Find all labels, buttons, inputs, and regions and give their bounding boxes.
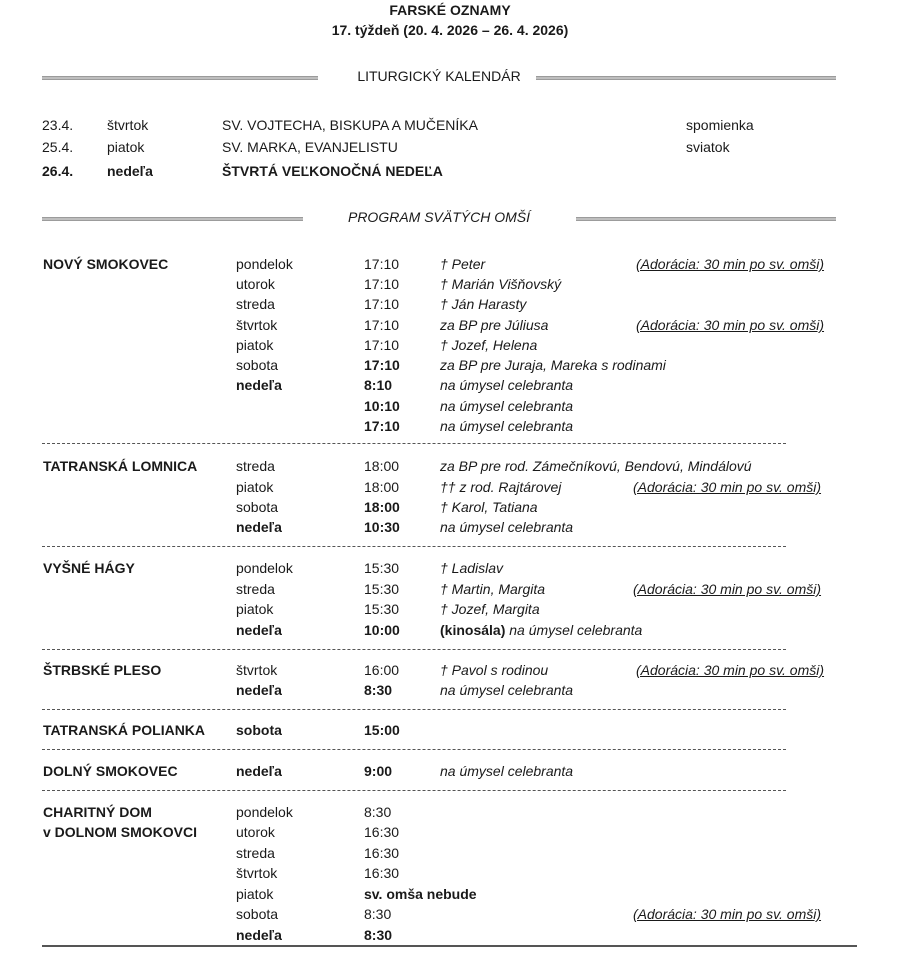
- mass-place-intent: [440, 620, 642, 640]
- mass-day: utorok: [236, 824, 275, 840]
- mass-day: piatok: [236, 479, 274, 495]
- heading-rule-right: [576, 217, 836, 221]
- calendar-date: 23.4.: [42, 117, 74, 133]
- calendar-date: 26.4.: [42, 163, 74, 179]
- mass-day: sobota: [236, 357, 279, 373]
- liturgical-calendar-heading: [42, 68, 836, 88]
- mass-time: 16:00: [364, 662, 400, 678]
- location-name: TATRANSKÁ POLIANKA: [43, 722, 206, 738]
- mass-intent: na úmysel celebranta: [440, 682, 574, 698]
- mass-time: 15:00: [364, 722, 400, 738]
- mass-day: piatok: [236, 337, 274, 353]
- location-name: ŠTRBSKÉ PLESO: [43, 662, 162, 678]
- mass-intent: † Peter: [440, 256, 486, 272]
- mass-day: streda: [236, 581, 275, 597]
- mass-time: 8:30: [364, 927, 393, 943]
- location-name: TATRANSKÁ LOMNICA: [43, 458, 198, 474]
- mass-day: nedeľa: [236, 622, 282, 638]
- adoration-note: (Adorácia: 30 min po sv. omši): [633, 906, 822, 922]
- mass-intent: † Pavol s rodinou: [440, 662, 549, 678]
- mass-day: sobota: [236, 499, 279, 515]
- mass-time: 17:10: [364, 317, 400, 333]
- mass-day: sobota: [236, 906, 279, 922]
- adoration-note: (Adorácia: 30 min po sv. omši): [633, 581, 822, 597]
- mass-cancelled: sv. omša nebude: [364, 886, 477, 902]
- calendar-entry: [0, 161, 900, 181]
- mass-intent: na úmysel celebranta: [440, 418, 574, 434]
- mass-time: 10:30: [364, 519, 400, 535]
- calendar-rank: spomienka: [686, 117, 754, 133]
- mass-day: nedeľa: [236, 377, 282, 393]
- mass-time: 10:00: [364, 622, 400, 638]
- calendar-day: nedeľa: [107, 163, 153, 179]
- mass-intent: † Ján Harasty: [440, 296, 527, 312]
- mass-day: nedeľa: [236, 763, 282, 779]
- mass-day: pondelok: [236, 804, 293, 820]
- mass-intent: na úmysel celebranta: [509, 622, 643, 638]
- mass-time: 17:10: [364, 357, 400, 373]
- document-subtitle: 17. týždeň (20. 4. 2026 – 26. 4. 2026): [331, 22, 569, 38]
- calendar-date: 25.4.: [42, 139, 74, 155]
- location-divider: [42, 546, 786, 547]
- location-divider: [42, 749, 786, 750]
- adoration-note: (Adorácia: 30 min po sv. omši): [633, 479, 822, 495]
- mass-intent: † Marián Višňovský: [440, 276, 562, 292]
- mass-intent: † Jozef, Margita: [440, 601, 540, 617]
- mass-time: 16:30: [364, 865, 400, 881]
- mass-day: pondelok: [236, 256, 293, 272]
- calendar-feast: SV. MARKA, EVANJELISTU: [222, 139, 398, 155]
- mass-intent: za BP pre Juraja, Mareka s rodinami: [440, 357, 666, 373]
- mass-time: 17:10: [364, 276, 400, 292]
- mass-day: nedeľa: [236, 927, 282, 943]
- mass-time: 9:00: [364, 763, 393, 779]
- mass-time: 8:30: [364, 682, 393, 698]
- mass-day: nedeľa: [236, 682, 282, 698]
- calendar-entry: [0, 115, 900, 135]
- mass-program-label: PROGRAM SVÄTÝCH OMŠÍ: [347, 209, 531, 225]
- location-name: NOVÝ SMOKOVEC: [43, 256, 169, 272]
- calendar-day: piatok: [107, 139, 145, 155]
- mass-intent: † Martin, Margita: [440, 581, 546, 597]
- liturgical-calendar-label: LITURGICKÝ KALENDÁR: [357, 68, 521, 84]
- mass-time: 18:00: [364, 479, 400, 495]
- location-divider: [42, 443, 786, 444]
- mass-day: piatok: [236, 601, 274, 617]
- mass-time: 18:00: [364, 458, 400, 474]
- mass-place: (kinosála): [440, 622, 506, 638]
- mass-intent: † Karol, Tatiana: [440, 499, 538, 515]
- location-name: CHARITNÝ DOM: [43, 804, 152, 820]
- mass-day: štvrtok: [236, 662, 278, 678]
- mass-day: streda: [236, 296, 275, 312]
- heading-rule-right: [536, 76, 836, 80]
- location-name: DOLNÝ SMOKOVEC: [43, 763, 178, 779]
- calendar-rank: sviatok: [686, 139, 730, 155]
- mass-time: 10:10: [364, 398, 400, 414]
- mass-intent: za BP pre Júliusa: [440, 317, 549, 333]
- mass-time: 8:30: [364, 906, 392, 922]
- mass-time: 17:10: [364, 256, 400, 272]
- calendar-feast: ŠTVRTÁ VEĽKONOČNÁ NEDEĽA: [222, 163, 443, 179]
- location-divider: [42, 790, 786, 791]
- mass-time: 8:30: [364, 804, 392, 820]
- adoration-note: (Adorácia: 30 min po sv. omši): [636, 317, 825, 333]
- calendar-entry: [0, 137, 900, 157]
- mass-time: 15:30: [364, 601, 400, 617]
- mass-time: 17:10: [364, 418, 400, 434]
- mass-day: piatok: [236, 886, 274, 902]
- mass-day: pondelok: [236, 560, 293, 576]
- mass-intent: † Ladislav: [440, 560, 504, 576]
- mass-day: sobota: [236, 722, 282, 738]
- adoration-note: (Adorácia: 30 min po sv. omši): [636, 662, 825, 678]
- mass-day: nedeľa: [236, 519, 282, 535]
- mass-day: štvrtok: [236, 317, 278, 333]
- mass-time: 17:10: [364, 337, 400, 353]
- mass-intent: na úmysel celebranta: [440, 398, 574, 414]
- location-name-line2: v DOLNOM SMOKOVCI: [43, 824, 198, 840]
- mass-time: 17:10: [364, 296, 400, 312]
- mass-intent: †† z rod. Rajtárovej: [440, 479, 562, 495]
- mass-intent: na úmysel celebranta: [440, 519, 574, 535]
- mass-intent: † Jozef, Helena: [440, 337, 538, 353]
- mass-program-heading: [42, 209, 836, 229]
- document-title: FARSKÉ OZNAMY: [389, 2, 511, 18]
- mass-day: štvrtok: [236, 865, 278, 881]
- adoration-note: (Adorácia: 30 min po sv. omši): [636, 256, 825, 272]
- location-divider: [42, 649, 786, 650]
- mass-time: 15:30: [364, 581, 400, 597]
- calendar-day: štvrtok: [107, 117, 149, 133]
- calendar-feast: SV. VOJTECHA, BISKUPA A MUČENÍKA: [222, 117, 478, 133]
- bottom-rule: [42, 945, 857, 947]
- mass-time: 8:10: [364, 377, 393, 393]
- mass-intent: na úmysel celebranta: [440, 763, 574, 779]
- location-name: VYŠNÉ HÁGY: [43, 560, 135, 576]
- mass-day: utorok: [236, 276, 275, 292]
- mass-intent: na úmysel celebranta: [440, 377, 574, 393]
- mass-time: 15:30: [364, 560, 400, 576]
- mass-time: 18:00: [364, 499, 400, 515]
- mass-intent: za BP pre rod. Zámečníkovú, Bendovú, Mindálovú: [440, 458, 752, 474]
- mass-time: 16:30: [364, 824, 400, 840]
- location-divider: [42, 709, 786, 710]
- mass-time: 16:30: [364, 845, 400, 861]
- mass-day: streda: [236, 845, 275, 861]
- mass-day: streda: [236, 458, 275, 474]
